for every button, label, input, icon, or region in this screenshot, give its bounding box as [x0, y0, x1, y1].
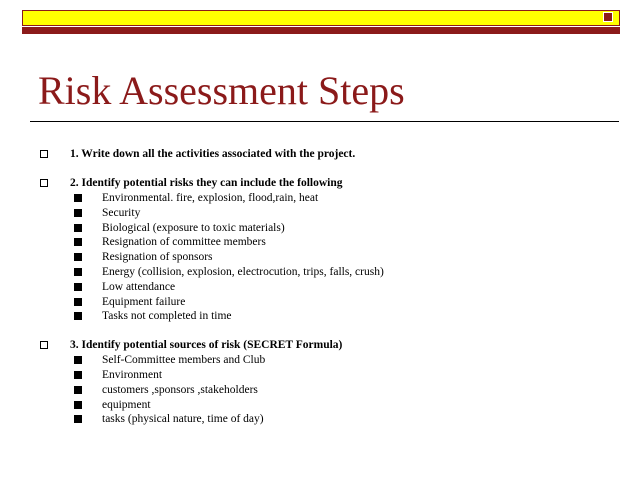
- filled-square-bullet-icon: [74, 356, 82, 364]
- list-item-text: Tasks not completed in time: [102, 310, 232, 323]
- corner-square-icon: [603, 12, 613, 22]
- risk-list: [36, 191, 616, 324]
- filled-square-bullet-icon: [74, 194, 82, 202]
- list-item-text: Resignation of sponsors: [102, 251, 213, 264]
- filled-square-bullet-icon: [74, 268, 82, 276]
- list-item-text: Security: [102, 206, 141, 219]
- list-item-text: customers ,sponsors ,stakeholders: [102, 383, 258, 396]
- filled-square-bullet-icon: [74, 253, 82, 261]
- list-item: [36, 398, 616, 413]
- list-item: [36, 191, 616, 206]
- list-item: [36, 221, 616, 236]
- list-item-text: tasks (physical nature, time of day): [102, 413, 264, 426]
- filled-square-bullet-icon: [74, 283, 82, 291]
- list-item-text: equipment: [102, 398, 151, 411]
- list-item-text: Self-Committee members and Club: [102, 354, 266, 367]
- title-divider: [30, 121, 619, 122]
- section-step-2: [36, 176, 616, 324]
- slide-content: [36, 147, 616, 441]
- filled-square-bullet-icon: [74, 415, 82, 423]
- list-item: [36, 206, 616, 221]
- list-item: [36, 368, 616, 383]
- filled-square-bullet-icon: [74, 298, 82, 306]
- list-item: [36, 280, 616, 295]
- section-step-3: [36, 338, 616, 427]
- hollow-square-bullet-icon: [40, 341, 48, 349]
- list-item-text: Energy (collision, explosion, electrocution, trips, falls, crush): [102, 265, 384, 278]
- list-item-text: Biological (exposure to toxic materials): [102, 221, 285, 234]
- list-item-text: Environmental. fire, explosion, flood,rain, heat: [102, 192, 319, 204]
- list-item-text: Low attendance: [102, 280, 176, 293]
- header-accent-line: [22, 27, 620, 34]
- list-item: [36, 353, 616, 368]
- section-heading-text: 2. Identify potential risks they can include the following: [70, 177, 343, 189]
- section-heading: [36, 176, 616, 191]
- list-item: [36, 265, 616, 280]
- section-heading: [36, 147, 616, 162]
- list-item: [36, 250, 616, 265]
- section-heading: [36, 338, 616, 353]
- list-item: [36, 295, 616, 310]
- list-item: [36, 309, 616, 324]
- list-item-text: Resignation of committee members: [102, 236, 266, 249]
- filled-square-bullet-icon: [74, 312, 82, 320]
- list-item: [36, 235, 616, 250]
- list-item: [36, 383, 616, 398]
- slide-title: Risk Assessment Steps: [38, 68, 405, 113]
- filled-square-bullet-icon: [74, 238, 82, 246]
- top-decorative-band: [22, 10, 620, 26]
- filled-square-bullet-icon: [74, 386, 82, 394]
- hollow-square-bullet-icon: [40, 179, 48, 187]
- section-heading-text: 3. Identify potential sources of risk (SECRET Formula): [70, 339, 343, 352]
- list-item: [36, 412, 616, 427]
- filled-square-bullet-icon: [74, 209, 82, 217]
- list-item-text: Environment: [102, 368, 163, 381]
- filled-square-bullet-icon: [74, 371, 82, 379]
- section-step-1: [36, 147, 616, 162]
- list-item-text: Equipment failure: [102, 295, 186, 308]
- section-heading-text: 1. Write down all the activities associated with the project.: [70, 148, 356, 160]
- hollow-square-bullet-icon: [40, 150, 48, 158]
- filled-square-bullet-icon: [74, 401, 82, 409]
- risk-source-list: [36, 353, 616, 427]
- filled-square-bullet-icon: [74, 224, 82, 232]
